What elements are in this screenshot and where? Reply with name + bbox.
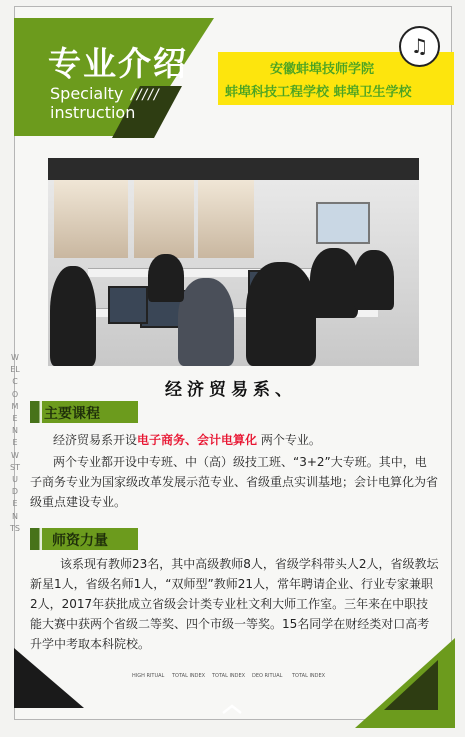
- subtitle-instruction: instruction: [50, 103, 136, 122]
- photo-student: [246, 262, 316, 366]
- department-title: 经济贸易系、: [165, 380, 297, 400]
- courses-paragraph-1: [53, 430, 443, 450]
- page-title: 专业介绍: [48, 44, 188, 83]
- footer-label: DEO RITUAL: [252, 673, 283, 679]
- school-name-line2: 蚌埠科技工程学校 蚌埠卫生学校: [225, 85, 412, 100]
- photo-student: [178, 278, 234, 366]
- courses-highlight: 电子商务、会计电算化: [137, 433, 258, 447]
- welcome-side-text: WELCOME NEW STUDENTS: [10, 353, 20, 533]
- courses-paragraph-2: 两个专业都开设中专班、中（高）级技工班、“3+2”大专班。其中，电子商务专业为国家级改革发展示范专业、省级重点实训基地；会计电算化为省级重点建设专业。: [30, 455, 439, 509]
- classroom-photo: [48, 158, 419, 366]
- subtitle-specialty: Specialty: [50, 84, 124, 103]
- scroll-up-chevron-icon[interactable]: [221, 704, 243, 714]
- faculty-section-title: 师资力量: [52, 533, 108, 549]
- photo-student: [148, 254, 184, 302]
- courses-p1-prefix: 经济贸易系开设: [53, 433, 138, 447]
- footer-label: TOTAL INDEX: [172, 673, 206, 679]
- courses-p1-suffix: 两个专业。: [257, 433, 321, 447]
- school-name-line1: 安徽蚌埠技师学院: [270, 62, 375, 77]
- photo-window: [54, 180, 128, 258]
- photo-student: [354, 250, 394, 310]
- photo-monitor: [108, 286, 148, 324]
- music-note-icon[interactable]: ♫: [399, 26, 440, 67]
- footer-label: HIGH RITUAL: [132, 673, 165, 679]
- photo-window: [198, 180, 254, 258]
- photo-student: [50, 266, 96, 366]
- footer-label: TOTAL INDEX: [292, 673, 326, 679]
- footer-label: TOTAL INDEX: [212, 673, 246, 679]
- photo-projector-screen: [316, 202, 370, 244]
- decorative-slashes: /////: [131, 87, 160, 103]
- photo-student: [310, 248, 358, 318]
- faculty-paragraph: 该系现有教师23名，其中高级教师8人，省级学科带头人2人，省级教坛新星1人，省级名师1人，“双师型”教师21人，常年聘请企业、行业专家兼职2人，2017年获批成立省级会计类专业杜文利大师工作室。三年来在中职技能大赛中获两个省级二等奖、四个市级一等奖。15名同学在财经类对口高考升学中考取本科院校。: [30, 557, 439, 651]
- courses-section-title: 主要课程: [44, 406, 100, 422]
- photo-ceiling: [48, 158, 419, 180]
- photo-window: [134, 180, 194, 258]
